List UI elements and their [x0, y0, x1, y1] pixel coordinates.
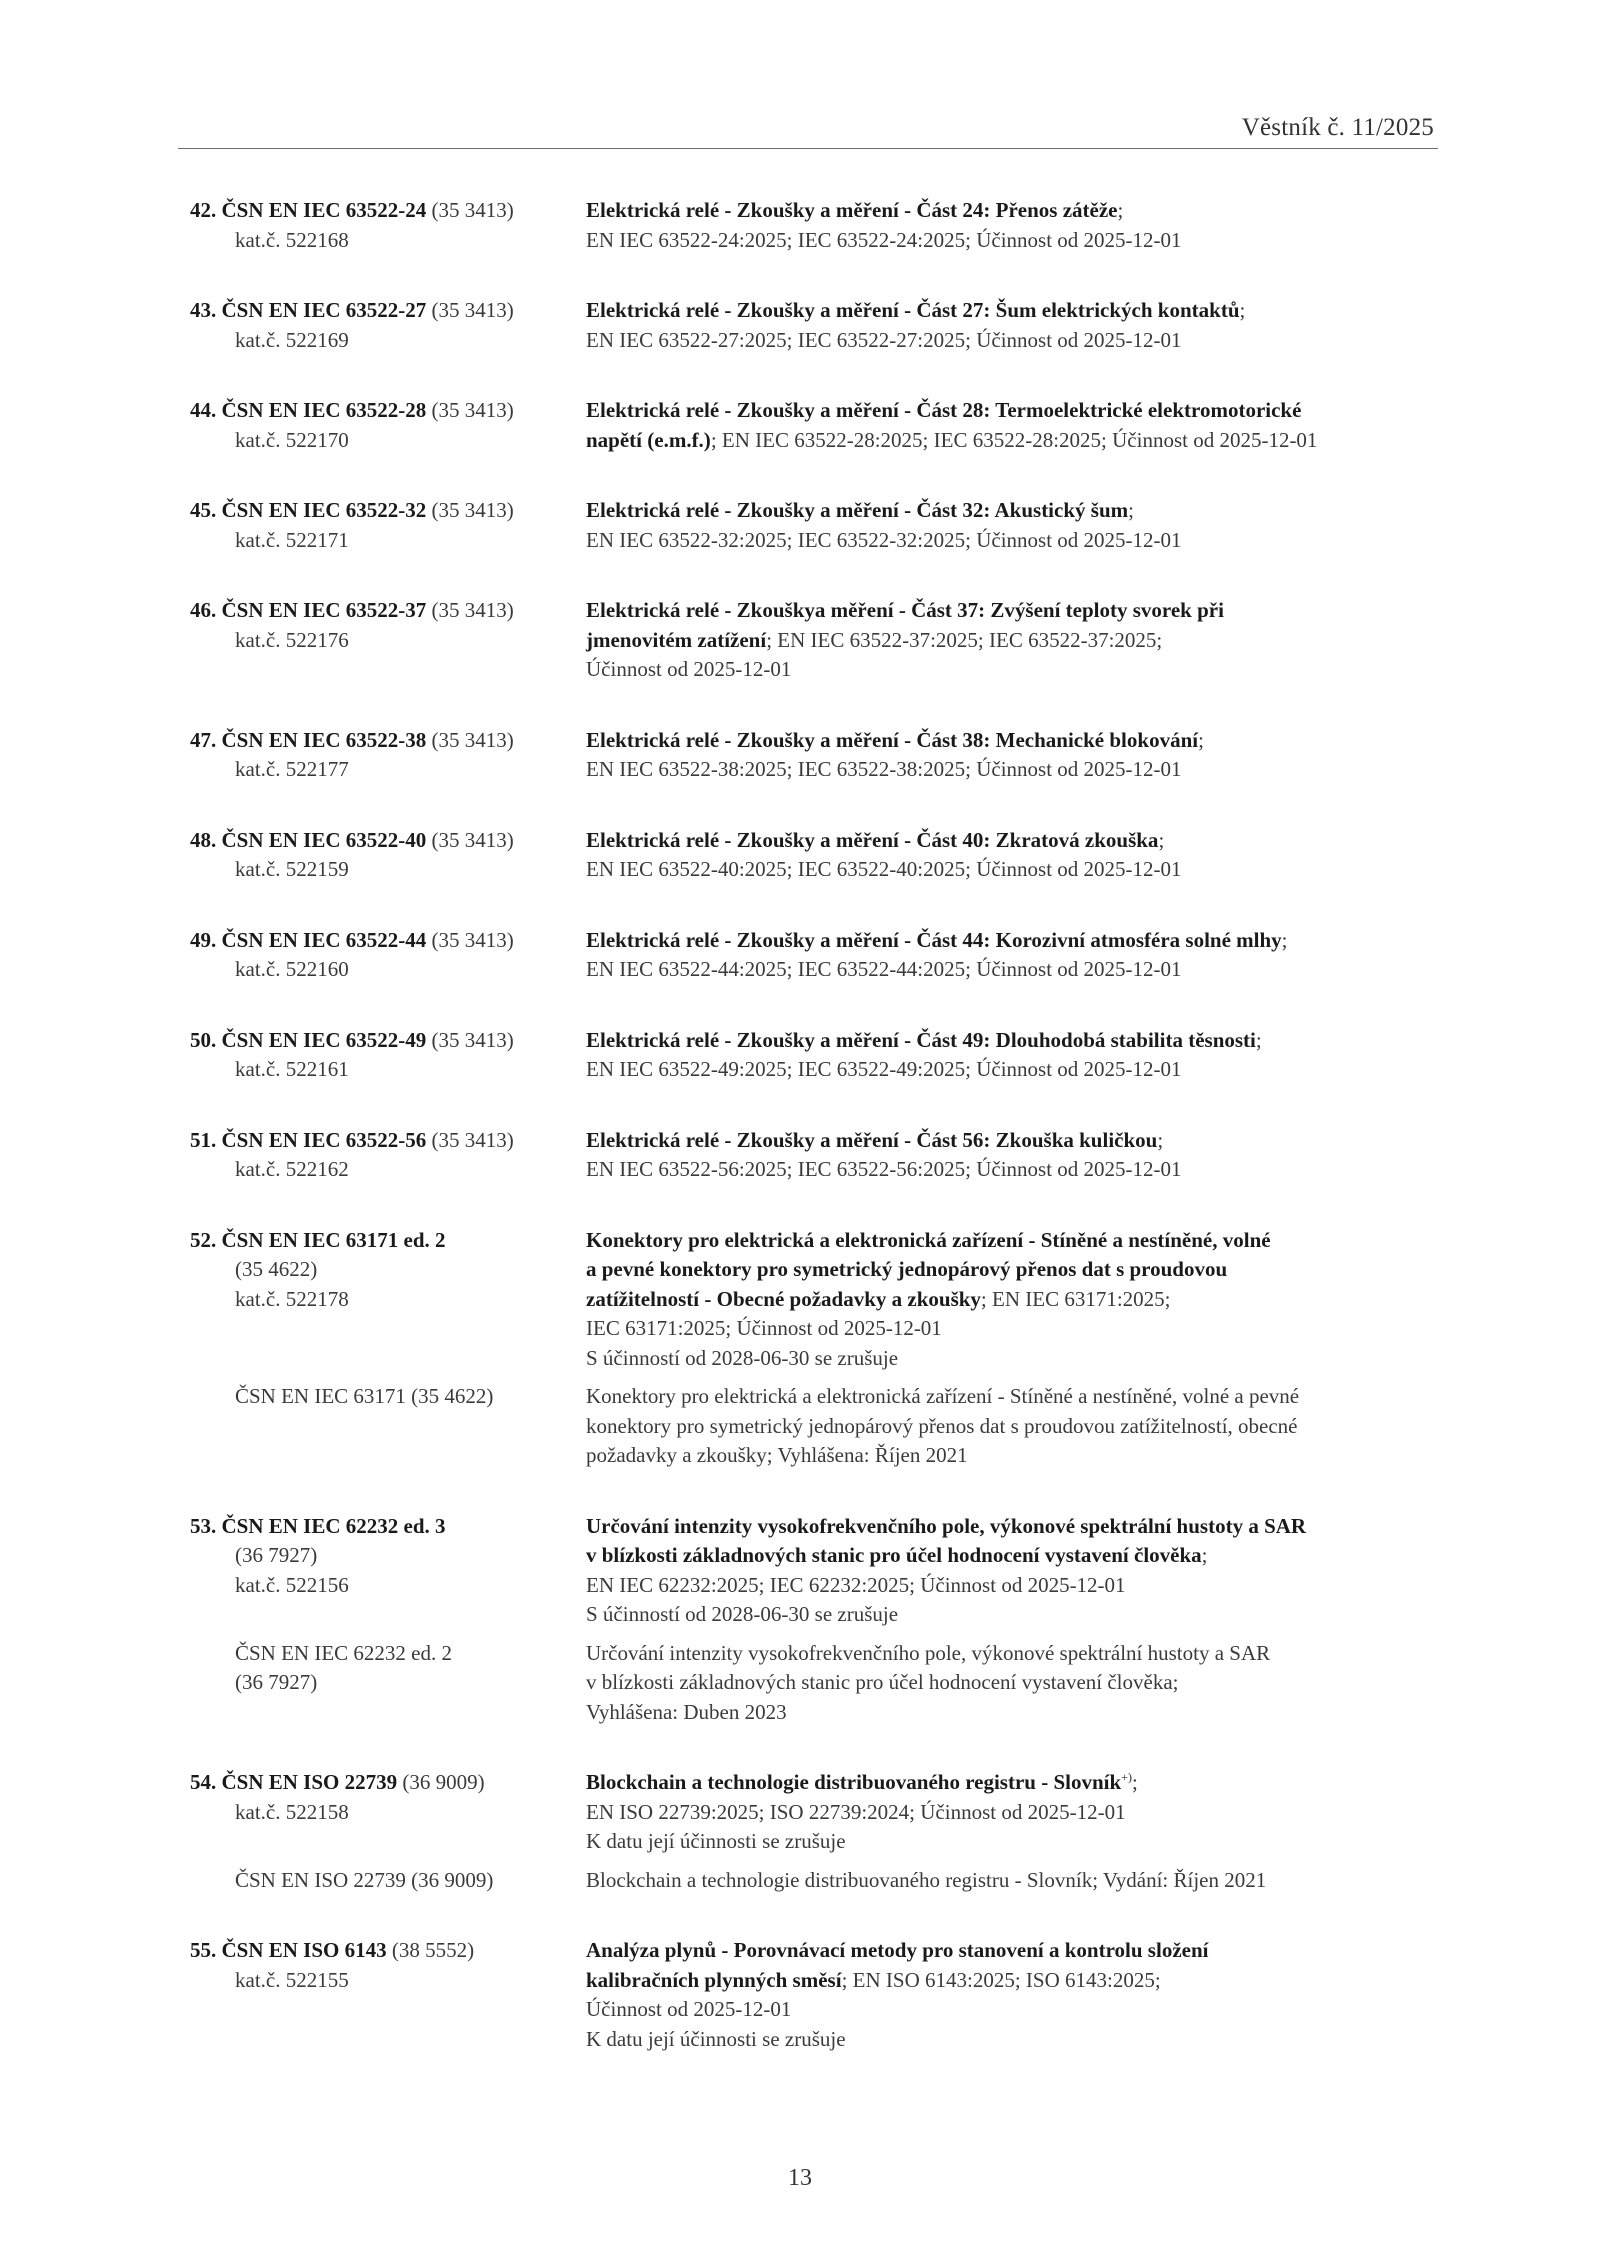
separator: ; — [1255, 1027, 1262, 1052]
standard-title: Elektrická relé - Zkoušky a měření - Část 38: Mechanické blokování — [586, 727, 1199, 752]
standard-title-cont: napětí (e.m.f.) — [586, 427, 711, 452]
classification-code: (35 3413) — [431, 927, 514, 952]
standard-references: ; EN ISO 6143:2025; ISO 6143:2025; — [841, 1967, 1161, 1992]
replaced-standard-text: Určování intenzity vysokofrekvenčního pole, výkonové spektrální hustoty a SAR — [586, 1640, 1271, 1665]
standard-references: EN IEC 63522-24:2025; IEC 63522-24:2025; Účinnost od 2025-12-01 — [586, 227, 1182, 252]
withdrawal-note: S účinností od 2028-06-30 se zrušuje — [586, 1602, 899, 1626]
replaced-standard-text: Konektory pro elektrická a elektronická zařízení - Stíněné a nestíněné, volné a pevné — [586, 1384, 1300, 1408]
replaced-standard-code: ČSN EN IEC 63171 (35 4622) — [235, 1384, 494, 1408]
classification-code: (35 3413) — [431, 827, 514, 852]
separator: ; — [1131, 1770, 1138, 1794]
withdrawal-note: K datu její účinnosti se zrušuje — [586, 2026, 846, 2051]
catalog-number: kat.č. 522160 — [235, 957, 349, 981]
standard-entry — [178, 1126, 1438, 1185]
entry-number: 52. — [190, 1227, 217, 1252]
replaced-standard-text: Vyhlášena: Duben 2023 — [586, 1699, 787, 1724]
standard-entry — [178, 1226, 1438, 1374]
standard-title: Blockchain a technologie distribuovaného registru - Slovník — [586, 1770, 1122, 1794]
separator: ; — [1201, 1543, 1208, 1567]
replaced-standard-text: požadavky a zkoušky; Vyhlášena: Říjen 2021 — [586, 1443, 968, 1467]
entry-number: 45. — [190, 498, 217, 522]
standard-entry — [178, 196, 1438, 255]
standard-entry — [178, 296, 1438, 355]
replaced-standard — [178, 1382, 1438, 1471]
catalog-number: kat.č. 522161 — [235, 1057, 349, 1081]
standard-entry — [178, 1512, 1438, 1630]
catalog-number: kat.č. 522159 — [235, 857, 349, 881]
withdrawal-note: S účinností od 2028-06-30 se zrušuje — [586, 1345, 899, 1370]
standard-code: ČSN EN ISO 22739 — [221, 1770, 398, 1794]
standard-code: ČSN EN IEC 63522-27 — [221, 298, 427, 322]
standard-references: ; EN IEC 63522-37:2025; IEC 63522-37:2025; — [766, 627, 1163, 652]
standard-title: Analýza plynů - Porovnávací metody pro stanovení a kontrolu složení — [586, 1938, 1209, 1962]
separator: ; — [1128, 498, 1134, 522]
standard-title: Elektrická relé - Zkoušky a měření - Část 40: Zkratová zkouška — [586, 827, 1159, 852]
catalog-number: kat.č. 522158 — [235, 1799, 349, 1824]
catalog-number: kat.č. 522177 — [235, 757, 349, 781]
classification-code: (35 3413) — [431, 598, 514, 622]
classification-code: (35 3413) — [431, 727, 514, 752]
standard-references: ; EN IEC 63171:2025; — [980, 1286, 1171, 1311]
entry-number: 43. — [190, 298, 217, 322]
standard-title: Určování intenzity vysokofrekvenčního pole, výkonové spektrální hustoty a SAR — [586, 1513, 1307, 1538]
separator: ; — [1158, 827, 1165, 852]
standard-title-cont: jmenovitém zatížení — [586, 627, 767, 652]
standard-entry — [178, 726, 1438, 785]
standard-entry — [178, 596, 1438, 685]
classification-code: (35 3413) — [431, 498, 514, 522]
standard-references: EN IEC 63522-40:2025; IEC 63522-40:2025; Účinnost od 2025-12-01 — [586, 857, 1182, 881]
replaced-standard-code: ČSN EN ISO 22739 (36 9009) — [235, 1867, 494, 1892]
standard-title: Elektrická relé - Zkoušky a měření - Část 24: Přenos zátěže — [586, 198, 1118, 222]
entry-number: 51. — [190, 1127, 217, 1152]
catalog-number: kat.č. 522176 — [235, 627, 349, 652]
standard-title: Elektrická relé - Zkouškya měření - Část 37: Zvýšení teploty svorek při — [586, 598, 1224, 622]
standard-code: ČSN EN IEC 63522-40 — [221, 827, 427, 852]
entry-number: 50. — [190, 1027, 217, 1052]
standard-entry — [178, 496, 1438, 555]
standard-code: ČSN EN IEC 63522-44 — [221, 927, 427, 952]
replaced-standard — [178, 1866, 1438, 1896]
replaced-classification-code: (36 7927) — [235, 1670, 318, 1694]
separator: ; — [1117, 198, 1124, 222]
entry-number: 44. — [190, 398, 217, 422]
entry-number: 46. — [190, 598, 217, 622]
standard-title: Elektrická relé - Zkoušky a měření - Část 56: Zkouška kuličkou — [586, 1127, 1158, 1152]
entry-number: 54. — [190, 1770, 217, 1794]
standard-code: ČSN EN IEC 63522-28 — [221, 398, 427, 422]
standard-title: Elektrická relé - Zkoušky a měření - Část 28: Termoelektrické elektromotorické — [586, 398, 1302, 422]
standard-entry — [178, 396, 1438, 455]
standard-references: EN IEC 63522-49:2025; IEC 63522-49:2025; Účinnost od 2025-12-01 — [586, 1057, 1182, 1081]
replaced-standard-code: ČSN EN IEC 62232 ed. 2 — [235, 1640, 452, 1665]
standard-title-cont: kalibračních plynných směsí — [586, 1967, 842, 1992]
standard-title-cont: zatížitelností - Obecné požadavky a zkoušky — [586, 1286, 981, 1311]
standard-title-cont: a pevné konektory pro symetrický jednopárový přenos dat s proudovou — [586, 1257, 1228, 1281]
standard-code: ČSN EN ISO 6143 — [221, 1938, 387, 1962]
standard-title: Konektory pro elektrická a elektronická zařízení - Stíněné a nestíněné, volné — [586, 1227, 1271, 1252]
standard-references-cont: IEC 63171:2025; Účinnost od 2025-12-01 — [586, 1316, 942, 1340]
standard-entry — [178, 1936, 1438, 2054]
catalog-number: kat.č. 522178 — [235, 1286, 349, 1311]
standard-title-cont: v blízkosti základnových stanic pro účel hodnocení vystavení člověka — [586, 1543, 1202, 1567]
standard-code: ČSN EN IEC 63522-49 — [221, 1027, 427, 1052]
page-header — [178, 112, 1438, 149]
catalog-number: kat.č. 522156 — [235, 1572, 349, 1597]
standards-list — [178, 196, 1438, 2054]
standard-entry — [178, 826, 1438, 885]
classification-code: (35 3413) — [431, 1127, 514, 1152]
standard-code: ČSN EN IEC 63522-24 — [221, 198, 427, 222]
standard-title: Elektrická relé - Zkoušky a měření - Část 32: Akustický šum — [586, 498, 1129, 522]
effective-date: Účinnost od 2025-12-01 — [586, 1997, 792, 2021]
catalog-number: kat.č. 522171 — [235, 527, 349, 552]
standard-references: EN ISO 22739:2025; ISO 22739:2024; Účinnost od 2025-12-01 — [586, 1799, 1126, 1824]
standard-code: ČSN EN IEC 63522-56 — [221, 1127, 427, 1152]
replaced-standard-text: konektory pro symetrický jednopárový přenos dat s proudovou zatížitelností, obecné — [586, 1413, 1298, 1438]
bulletin-title: Věstník č. 11/2025 — [1241, 114, 1434, 141]
classification-code: (35 3413) — [431, 398, 514, 422]
page-number: 13 — [788, 2165, 812, 2191]
effective-date: Účinnost od 2025-12-01 — [586, 657, 792, 681]
classification-code: (38 5552) — [391, 1938, 475, 1962]
separator: ; — [1281, 927, 1288, 952]
entry-number: 53. — [190, 1513, 217, 1538]
entry-number: 48. — [190, 827, 217, 852]
entry-number: 55. — [190, 1938, 217, 1962]
standard-entry — [178, 926, 1438, 985]
standard-title: Elektrická relé - Zkoušky a měření - Část 44: Korozivní atmosféra solné mlhy — [586, 927, 1282, 952]
standard-references: EN IEC 62232:2025; IEC 62232:2025; Účinnost od 2025-12-01 — [586, 1572, 1126, 1597]
standard-title: Elektrická relé - Zkoušky a měření - Část 49: Dlouhodobá stabilita těsnosti — [586, 1027, 1256, 1052]
separator: ; — [1239, 298, 1246, 322]
catalog-number: kat.č. 522155 — [235, 1967, 349, 1992]
catalog-number: kat.č. 522168 — [235, 227, 349, 252]
classification-code: (35 3413) — [431, 1027, 514, 1052]
standard-references: EN IEC 63522-56:2025; IEC 63522-56:2025; Účinnost od 2025-12-01 — [586, 1157, 1182, 1181]
standard-code: ČSN EN IEC 62232 ed. 3 — [221, 1513, 446, 1538]
separator: ; — [1198, 727, 1204, 752]
standard-references: EN IEC 63522-38:2025; IEC 63522-38:2025; Účinnost od 2025-12-01 — [586, 757, 1182, 781]
entry-number: 42. — [190, 198, 217, 222]
classification-code: (35 3413) — [431, 198, 514, 222]
standard-references: EN IEC 63522-27:2025; IEC 63522-27:2025; Účinnost od 2025-12-01 — [586, 327, 1182, 352]
standard-entry — [178, 1768, 1438, 1857]
catalog-number: kat.č. 522162 — [235, 1157, 349, 1181]
replaced-standard — [178, 1639, 1438, 1728]
classification-code: (35 4622) — [235, 1257, 318, 1281]
replaced-standard-text: v blízkosti základnových stanic pro účel hodnocení vystavení člověka; — [586, 1670, 1179, 1694]
standard-code: ČSN EN IEC 63522-32 — [221, 498, 427, 522]
replaced-standard-text: Blockchain a technologie distribuovaného registru - Slovník; Vydání: Říjen 2021 — [586, 1867, 1267, 1892]
standard-references: ; EN IEC 63522-28:2025; IEC 63522-28:2025; Účinnost od 2025-12-01 — [710, 427, 1318, 452]
standard-title: Elektrická relé - Zkoušky a měření - Část 27: Šum elektrických kontaktů — [586, 298, 1240, 322]
classification-code: (36 9009) — [402, 1770, 485, 1794]
catalog-number: kat.č. 522170 — [235, 427, 349, 452]
standard-entry — [178, 1026, 1438, 1085]
standard-code: ČSN EN IEC 63171 ed. 2 — [221, 1227, 446, 1252]
catalog-number: kat.č. 522169 — [235, 327, 349, 352]
standard-references: EN IEC 63522-32:2025; IEC 63522-32:2025; Účinnost od 2025-12-01 — [586, 527, 1182, 552]
classification-code: (36 7927) — [235, 1543, 318, 1567]
standard-code: ČSN EN IEC 63522-37 — [221, 598, 427, 622]
footnote-marker: +) — [1121, 1770, 1132, 1784]
standard-references: EN IEC 63522-44:2025; IEC 63522-44:2025; Účinnost od 2025-12-01 — [586, 957, 1182, 981]
entry-number: 49. — [190, 927, 217, 952]
withdrawal-note: K datu její účinnosti se zrušuje — [586, 1829, 846, 1853]
entry-number: 47. — [190, 727, 217, 752]
separator: ; — [1157, 1127, 1164, 1152]
classification-code: (35 3413) — [431, 298, 514, 322]
standard-code: ČSN EN IEC 63522-38 — [221, 727, 427, 752]
